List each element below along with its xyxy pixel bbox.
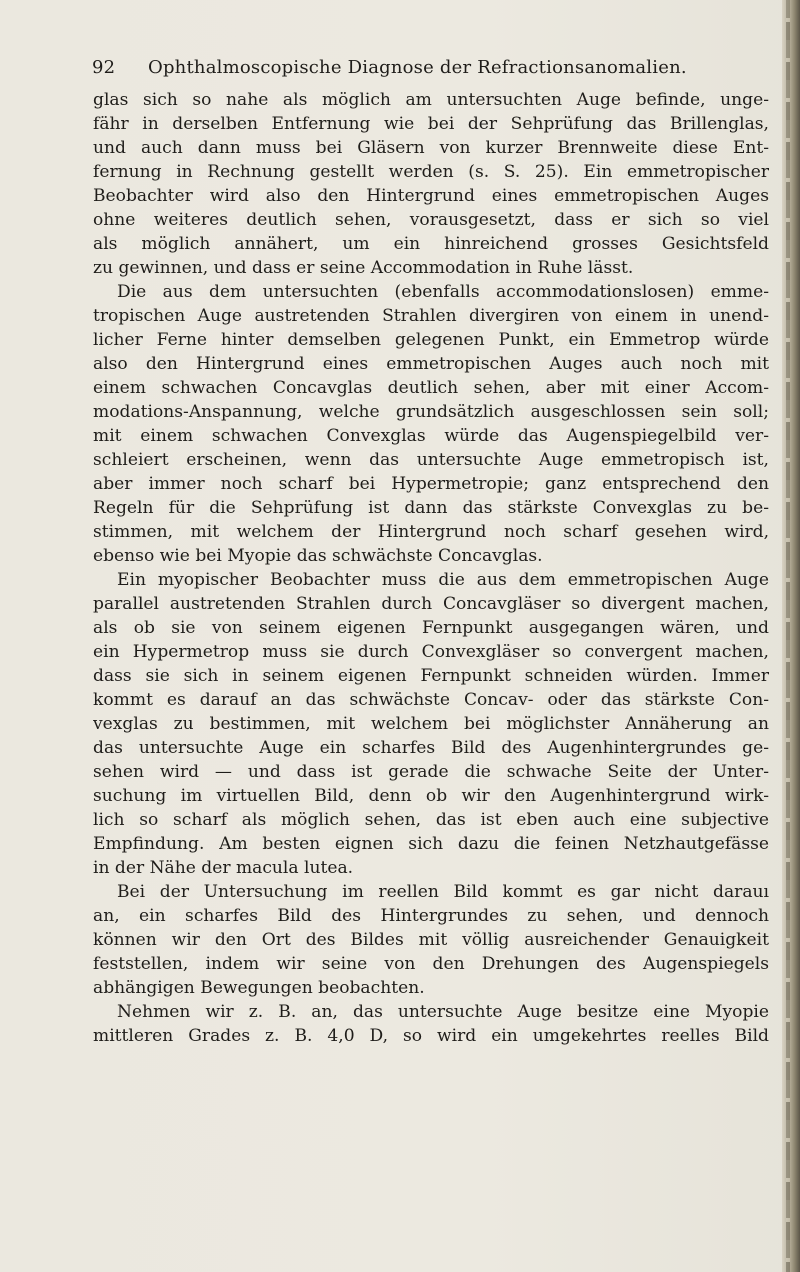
text-line: Die aus dem untersuchten (ebenfalls accommodationslosen) emme- — [117, 282, 769, 302]
text-line: sehen wird — und dass ist gerade die schwache Seite der Unter- — [93, 762, 769, 782]
text-line: in der Nähe der macula lutea. — [93, 858, 354, 878]
text-line: feststellen, indem wir seine von den Drehungen des Augenspiegels — [93, 954, 769, 974]
text-line: aber immer noch scharf bei Hypermetropie; ganz entsprechend den — [93, 474, 769, 494]
body-text — [93, 88, 769, 1048]
text-line: können wir den Ort des Bildes mit völlig ausreichender Genauigkeit — [93, 930, 769, 950]
text-line: mittleren Grades z. B. 4,0 D, so wird ein umgekehrtes reelles Bild — [93, 1026, 769, 1046]
text-line: stimmen, mit welchem der Hintergrund noch scharf gesehen wird, — [93, 522, 769, 542]
text-line: ein Hypermetrop muss sie durch Convexgläser so convergent machen, — [93, 642, 769, 662]
text-line: vexglas zu bestimmen, mit welchem bei möglichster Annäherung an — [93, 714, 769, 734]
text-line: fernung in Rechnung gestellt werden (s. S. 25). Ein emmetropischer — [93, 162, 769, 182]
text-line: also den Hintergrund eines emmetropischen Auges auch noch mit — [93, 354, 769, 374]
text-line: lich so scharf als möglich sehen, das ist eben auch eine subjective — [93, 810, 769, 830]
text-line: Beobachter wird also den Hintergrund eines emmetropischen Auges — [93, 186, 769, 206]
page-edge — [782, 0, 800, 1272]
text-line: und auch dann muss bei Gläsern von kurzer Brennweite diese Ent- — [93, 138, 769, 158]
text-line: Regeln für die Sehprüfung ist dann das stärkste Convexglas zu be- — [93, 498, 769, 518]
text-line: zu gewinnen, und dass er seine Accommodation in Ruhe lässt. — [93, 258, 634, 278]
page-number: 92 — [92, 57, 116, 78]
text-line: als möglich annähert, um ein hinreichend grosses Gesichtsfeld — [93, 234, 769, 254]
text-line: kommt es darauf an das schwächste Concav- oder das stärkste Con- — [93, 690, 769, 710]
text-line: das untersuchte Auge ein scharfes Bild des Augenhintergrundes ge- — [93, 738, 769, 758]
text-line: schleiert erscheinen, wenn das untersuchte Auge emmetropisch ist, — [93, 450, 769, 470]
text-line: Nehmen wir z. B. an, das untersuchte Auge besitze eine Myopie — [117, 1002, 769, 1022]
text-line: fähr in derselben Entfernung wie bei der Sehprüfung das Brillenglas, — [93, 114, 769, 134]
text-line: modations-Anspannung, welche grundsätzlich ausgeschlossen sein soll; — [93, 402, 769, 422]
text-line: parallel austretenden Strahlen durch Concavgläser so divergent machen, — [93, 594, 769, 614]
text-line: abhängigen Bewegungen beobachten. — [93, 978, 425, 998]
text-line: ebenso wie bei Myopie das schwächste Concavglas. — [93, 546, 543, 566]
text-line: mit einem schwachen Convexglas würde das Augenspiegelbild ver- — [93, 426, 769, 446]
text-line: Bei der Untersuchung im reellen Bild kommt es gar nicht darauı — [117, 882, 769, 902]
text-line: tropischen Auge austretenden Strahlen divergiren von einem in unend- — [93, 306, 769, 326]
text-line: einem schwachen Concavglas deutlich sehen, aber mit einer Accom- — [93, 378, 769, 398]
text-line: dass sie sich in seinem eigenen Fernpunkt schneiden würden. Immer — [93, 666, 769, 686]
text-line: licher Ferne hinter demselben gelegenen Punkt, ein Emmetrop würde — [93, 330, 769, 350]
text-line: Empfindung. Am besten eignen sich dazu die feinen Netzhautgefässe — [93, 834, 769, 854]
text-line: an, ein scharfes Bild des Hintergrundes zu sehen, und dennoch — [93, 906, 769, 926]
text-line: suchung im virtuellen Bild, denn ob wir den Augenhintergrund wirk- — [93, 786, 769, 806]
text-line: Ein myopischer Beobachter muss die aus dem emmetropischen Auge — [117, 570, 769, 590]
text-line: glas sich so nahe als möglich am untersuchten Auge befinde, unge- — [93, 90, 769, 110]
text-line: als ob sie von seinem eigenen Fernpunkt ausgegangen wären, und — [93, 618, 769, 638]
page-header — [92, 57, 772, 85]
text-line: ohne weiteres deutlich sehen, vorausgesetzt, dass er sich so viel — [93, 210, 769, 230]
running-title: Ophthalmoscopische Diagnose der Refractionsanomalien. — [148, 57, 687, 78]
